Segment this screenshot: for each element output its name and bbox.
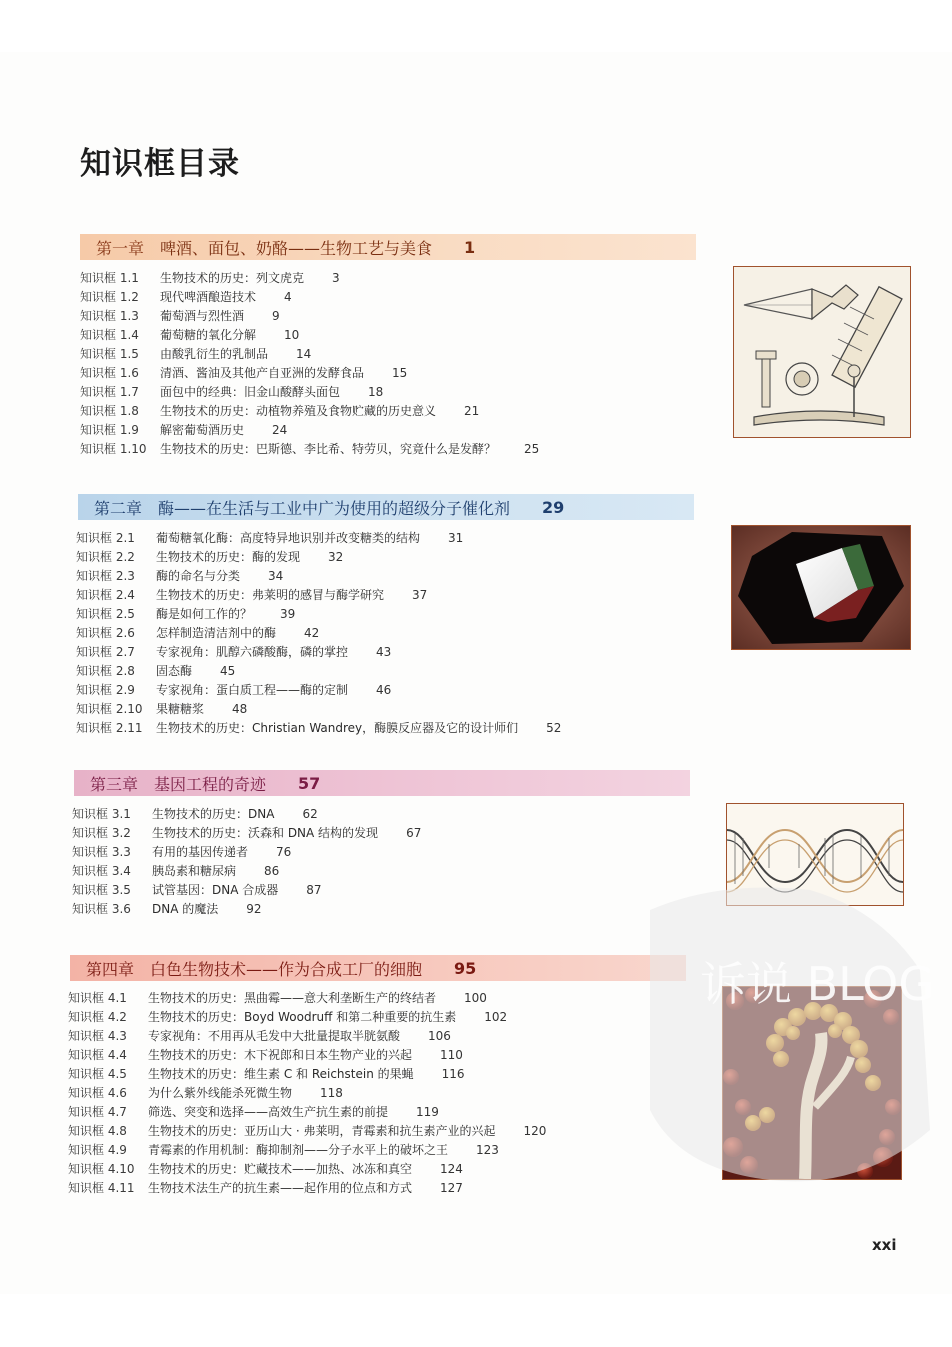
entry-label: 知识框 4.1 [68,991,127,1005]
entry-label: 知识框 2.11 [76,721,143,735]
entry-page: 86 [264,863,280,878]
entry-label: 知识框 4.2 [68,1010,127,1024]
entry-label: 知识框 1.9 [80,423,139,437]
entry-label: 知识框 2.4 [76,588,135,602]
entry-label: 知识框 1.8 [80,404,139,418]
entry-title: 生物技术法生产的抗生素——起作用的位点和方式 [148,1181,413,1195]
page-number: xxi [872,1236,897,1254]
entry-page: 76 [276,844,292,859]
entry-label: 知识框 4.6 [68,1086,127,1100]
entry-title: DNA 的魔法 [152,902,219,916]
chapter-header[interactable] [78,494,694,520]
entry-page: 106 [428,1028,451,1043]
entry-title: 清酒、酱油及其他产自亚洲的发酵食品 [160,366,365,380]
list-item[interactable] [76,699,561,718]
entry-page: 24 [272,422,288,437]
watermark [640,870,940,1200]
entry-page: 4 [284,289,292,304]
entry-title: 有用的基因传递者 [152,845,249,859]
chapter-2-entries [76,528,561,737]
list-item[interactable] [76,566,561,585]
page-title: 知识框目录 [80,146,240,182]
entry-title: 生物技术的历史：Christian Wandrey，酶膜反应器及它的设计师们 [156,721,519,735]
entry-page: 110 [440,1047,463,1062]
entry-label: 知识框 3.3 [72,845,131,859]
entry-title: 由酸乳衍生的乳制品 [160,347,269,361]
chapter-page: 1 [464,237,476,257]
entry-title: 专家视角：不用再从毛发中大批量提取半胱氨酸 [148,1029,401,1043]
entry-title: 酶的命名与分类 [156,569,241,583]
chapter-4-entries [68,988,546,1197]
entry-page: 46 [376,682,392,697]
chapter-number: 第一章 [96,238,145,258]
entry-title: 生物技术的历史：木下祝郎和日本生物产业的兴起 [148,1048,413,1062]
list-item[interactable] [68,1102,546,1121]
entry-title: 生物技术的历史：贮藏技术——加热、冰冻和真空 [148,1162,413,1176]
entry-label: 知识框 2.1 [76,531,135,545]
list-item[interactable] [68,1064,546,1083]
entry-label: 知识框 3.5 [72,883,131,897]
entry-page: 123 [476,1142,499,1157]
entry-label: 知识框 3.6 [72,902,131,916]
chapter-3-entries [72,804,421,918]
list-item[interactable] [68,1178,546,1197]
list-item[interactable] [68,1045,546,1064]
entry-label: 知识框 1.3 [80,309,139,323]
entry-label: 知识框 2.3 [76,569,135,583]
entry-title: 现代啤酒酿造技术 [160,290,257,304]
entry-page: 118 [320,1085,343,1100]
entry-page: 119 [416,1104,439,1119]
chapter-header[interactable] [70,955,686,981]
list-item[interactable] [68,1159,546,1178]
chapter-title: 啤酒、面包、奶酪——生物工艺与美食 [160,238,433,258]
list-item[interactable] [68,988,546,1007]
entry-title: 解密葡萄酒历史 [160,423,245,437]
list-item[interactable] [68,1121,546,1140]
list-item[interactable] [76,642,561,661]
entry-page: 9 [272,308,280,323]
list-item[interactable] [80,344,539,363]
entry-page: 67 [406,825,422,840]
entry-label: 知识框 1.10 [80,442,147,456]
list-item[interactable] [76,680,561,699]
entry-page: 10 [284,327,300,342]
entry-label: 知识框 2.10 [76,702,143,716]
entry-label: 知识框 1.6 [80,366,139,380]
entry-title: 青霉素的作用机制：酶抑制剂——分子水平上的破坏之王 [148,1143,449,1157]
entry-label: 知识框 3.1 [72,807,131,821]
list-item[interactable] [76,604,561,623]
entry-label: 知识框 1.7 [80,385,139,399]
list-item[interactable] [68,1140,546,1159]
entry-title: 筛选、突变和选择——高效生产抗生素的前提 [148,1105,389,1119]
chapter-header[interactable] [80,234,696,260]
entry-label: 知识框 4.4 [68,1048,127,1062]
entry-title: 生物技术的历史：维生素 C 和 Reichstein 的果蝇 [148,1067,414,1081]
entry-title: 专家视角：肌醇六磷酸酶，磷的掌控 [156,645,349,659]
list-item[interactable] [80,287,539,306]
list-item[interactable] [80,439,539,458]
entry-label: 知识框 1.4 [80,328,139,342]
entry-page: 62 [302,806,318,821]
list-item[interactable] [76,585,561,604]
list-item[interactable] [80,325,539,344]
list-item[interactable] [68,1083,546,1102]
chapter-title: 基因工程的奇迹 [154,774,267,794]
entry-label: 知识框 4.11 [68,1181,135,1195]
page-margin [0,1294,952,1347]
list-item[interactable] [76,528,561,547]
entry-page: 102 [484,1009,508,1024]
entry-title: 果糖糖浆 [156,702,205,716]
list-item[interactable] [68,1026,546,1045]
list-item[interactable] [72,880,421,899]
chapter-title: 白色生物技术——作为合成工厂的细胞 [150,959,423,979]
list-item[interactable] [80,401,539,420]
chapter-page: 29 [542,497,565,517]
entry-page: 21 [464,403,480,418]
entry-label: 知识框 2.7 [76,645,135,659]
entry-title: 生物技术的历史：Boyd Woodruff 和第二种重要的抗生素 [148,1010,457,1024]
list-item[interactable] [72,804,421,823]
chapter-title: 酶——在生活与工业中广为使用的超级分子催化剂 [158,498,511,518]
entry-title: 生物技术的历史：动植物养殖及食物贮藏的历史意义 [160,404,437,418]
entry-label: 知识框 3.4 [72,864,131,878]
entry-title: 面包中的经典：旧金山酸酵头面包 [160,385,341,399]
entry-label: 知识框 2.2 [76,550,135,564]
entry-label: 知识框 4.10 [68,1162,135,1176]
entry-label: 知识框 2.5 [76,607,135,621]
entry-page: 34 [268,568,284,583]
list-item[interactable] [72,823,421,842]
entry-page: 39 [280,606,296,621]
entry-title: 生物技术的历史：沃森和 DNA 结构的发现 [152,826,379,840]
entry-label: 知识框 4.3 [68,1029,127,1043]
entry-page: 18 [368,384,384,399]
entry-page: 87 [306,882,322,897]
entry-label: 知识框 2.8 [76,664,135,678]
entry-title: 生物技术的历史：DNA [152,807,275,821]
entry-label: 知识框 3.2 [72,826,131,840]
entry-title: 生物技术的历史：列文虎克 [160,271,305,285]
entry-page: 32 [328,549,344,564]
entry-page: 42 [304,625,320,640]
list-item[interactable] [76,661,561,680]
list-item[interactable] [72,842,421,861]
entry-page: 127 [440,1180,463,1195]
entry-page: 100 [464,990,487,1005]
entry-title: 葡萄糖氧化酶：高度特异地识别并改变糖类的结构 [156,531,421,545]
entry-label: 知识框 1.1 [80,271,139,285]
crystal-photo-icon [731,525,911,650]
chapter-page: 95 [454,958,477,978]
entry-page: 120 [523,1123,547,1138]
entry-title: 生物技术的历史：酶的发现 [156,550,301,564]
entry-page: 31 [448,530,464,545]
entry-page: 25 [524,441,540,456]
list-item[interactable] [76,718,561,737]
list-item[interactable] [72,861,421,880]
chapter-1-entries [80,268,539,458]
list-item[interactable] [76,547,561,566]
entry-label: 知识框 4.7 [68,1105,127,1119]
entry-title: 生物技术的历史：黑曲霉——意大利垄断生产的终结者 [148,991,437,1005]
entry-page: 48 [232,701,248,716]
chapter-number: 第四章 [86,959,135,979]
list-item[interactable] [72,899,421,918]
microscope-illustration-icon [733,266,911,438]
entry-title: 葡萄糖的氧化分解 [160,328,257,342]
entry-title: 怎样制造清洁剂中的酶 [156,626,277,640]
entry-page: 43 [376,644,392,659]
entry-page: 14 [296,346,312,361]
entry-label: 知识框 1.2 [80,290,139,304]
list-item[interactable] [76,623,561,642]
entry-title: 生物技术的历史：弗莱明的感冒与酶学研究 [156,588,385,602]
entry-title: 胰岛素和糖尿病 [152,864,237,878]
list-item[interactable] [80,382,539,401]
list-item[interactable] [80,306,539,325]
entry-page: 116 [441,1066,465,1081]
chapter-header[interactable] [74,770,690,796]
entry-title: 葡萄酒与烈性酒 [160,309,245,323]
chapter-number: 第三章 [90,774,139,794]
entry-page: 92 [246,901,262,916]
entry-page: 15 [392,365,408,380]
entry-page: 52 [546,720,562,735]
entry-page: 45 [220,663,236,678]
entry-label: 知识框 2.6 [76,626,135,640]
chapter-number: 第二章 [94,498,143,518]
entry-title: 生物技术的历史：巴斯德、李比希、特劳贝，究竟什么是发酵？ [160,442,497,456]
entry-title: 专家视角：蛋白质工程——酶的定制 [156,683,349,697]
entry-page: 124 [440,1161,463,1176]
entry-label: 知识框 4.8 [68,1124,127,1138]
entry-page: 37 [412,587,428,602]
list-item[interactable] [80,363,539,382]
entry-page: 3 [332,270,340,285]
entry-label: 知识框 1.5 [80,347,139,361]
watermark-text: 诉说 BLOG [700,957,935,1011]
entry-title: 酶是如何工作的？ [156,607,253,621]
chapter-page: 57 [298,773,321,793]
entry-title: 生物技术的历史：亚历山大 · 弗莱明，青霉素和抗生素产业的兴起 [148,1124,496,1138]
list-item[interactable] [68,1007,546,1026]
entry-label: 知识框 2.9 [76,683,135,697]
entry-title: 固态酶 [156,664,193,678]
list-item[interactable] [80,420,539,439]
entry-label: 知识框 4.5 [68,1067,127,1081]
list-item[interactable] [80,268,539,287]
entry-title: 试管基因：DNA 合成器 [152,883,279,897]
entry-label: 知识框 4.9 [68,1143,127,1157]
entry-title: 为什么紫外线能杀死微生物 [148,1086,293,1100]
